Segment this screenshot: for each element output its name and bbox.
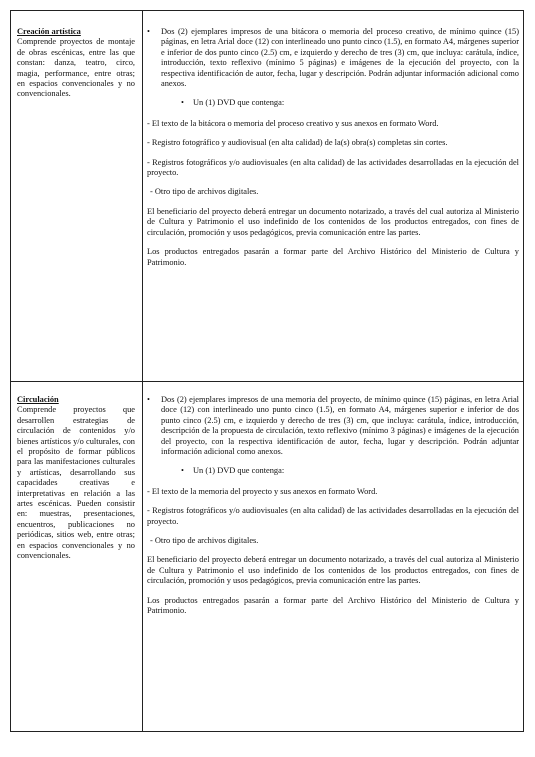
row-1-item-1: - El texto de la bitácora o memoria del proceso creativo y sus anexos en formato Word. — [147, 118, 439, 128]
row-1-paragraph-2: Los productos entregados pasarán a formar parte del Archivo Histórico del Ministerio de Cultura y Patrimonio. — [147, 247, 519, 267]
row-2-paragraph-2: Los productos entregados pasarán a formar parte del Archivo Histórico del Ministerio de Cultura y Patrimonio. — [147, 595, 519, 616]
row-2-description: Comprende proyectos que desarrollen estrategias de circulación de contenidos y/o bienes artísticos y/o culturales, con el propósito de formar públicos para las manifestaciones culturales y artísticas, desarrollando sus capacidades creativas e interpretativas en relación a las artes escénicas. Pueden consistir en: muestras, presentaciones, encuentros, publicaciones no periódicas, sitios web, entre otras; en espacios convencionales y no convencionales. — [17, 405, 135, 561]
row-1-dvd — [147, 98, 519, 108]
row-2-main-bullet — [147, 395, 519, 457]
bullet-icon: • — [147, 27, 150, 36]
row-2-paragraph-1: El beneficiario del proyecto deberá entregar un documento notarizado, a través del cual autoriza al Ministerio de Cultura y Patrimonio el uso indefinido de los contenidos de los productos entregados, con fines de circulación, promoción y usos pedagógicos, previa comunicación entre las partes. — [147, 555, 519, 586]
row-1-item-4: - Otro tipo de archivos digitales. — [150, 187, 259, 197]
row-2-title: Circulación — [17, 395, 59, 404]
row-2-item-3: - Otro tipo de archivos digitales. — [150, 536, 259, 546]
row-1-right-cell — [147, 27, 519, 277]
row-2-dvd-text: Un (1) DVD que contenga: — [193, 466, 285, 476]
row-1-title: Creación artística — [17, 27, 81, 36]
row-1-left-cell — [17, 27, 135, 100]
row-2-right-cell — [147, 395, 519, 626]
row-2-item-1: - El texto de la memoria del proyecto y sus anexos en formato Word. — [147, 486, 378, 496]
row-2-main-bullet-text: Dos (2) ejemplares impresos de una memoria del proyecto, de mínimo quince (15) páginas, en letra Arial doce (12) con interlineado uno punto cinco (1.5), en formato A4, márgenes superior e inferior de dos punto cinco (2.5) cm, e izquierdo y derecho de tres (3) cm, que incluya: carátula, índice, introducción, descripción de la propuesta de circulación, texto reflexivo (mínimo 3 páginas) e imágenes de la ejecución del proyecto, con la respectiva identificación de autor, fecha, lugar y descripción. Podrán adjuntar información adicional como anexos. — [161, 395, 519, 457]
bullet-icon: • — [147, 395, 150, 404]
row-1-main-bullet — [147, 27, 519, 89]
requirements-table — [10, 10, 524, 732]
column-divider — [142, 11, 143, 731]
row-divider — [11, 381, 523, 382]
row-1-paragraph-1: El beneficiario del proyecto deberá entregar un documento notarizado, a través del cual autoriza al Ministerio de Cultura y Patrimonio el uso indefinido de los contenidos de los productos entregados, con fines de circulación, promoción y usos pedagógicos, previa comunicación entre las partes. — [147, 206, 519, 237]
row-1-item-3: - Registros fotográficos y/o audiovisuales (en alta calidad) de las actividades desarrolladas en la ejecución del proyecto. — [147, 157, 519, 178]
bullet-icon: • — [181, 98, 184, 108]
row-1-item-2: - Registro fotográfico y audiovisual (en alta calidad) de la(s) obra(s) completas sin cortes. — [147, 138, 448, 148]
row-2-item-2: - Registros fotográficos y/o audiovisuales (en alta calidad) de las actividades desarrolladas en la ejecución del proyecto. — [147, 506, 519, 526]
row-1-main-bullet-text: Dos (2) ejemplares impresos de una bitácora o memoria del proceso creativo, de mínimo quince (15) páginas, en letra Arial doce (12) con interlineado uno punto cinco (1.5), en formato A4, márgenes superior e inferior de dos punto cinco (2.5) cm, e izquierdo y derecho de tres (3) cm, que incluya: carátula, índice, introducción, texto reflexivo (mínimo 5 páginas) e imágenes de la ejecución del proyecto, con la respectiva identificación de autor, fecha, lugar y descripción. Podrán adjuntar información adicional como anexos. — [161, 27, 519, 89]
row-2-left-cell — [17, 395, 135, 562]
bullet-icon: • — [181, 466, 184, 476]
row-1-dvd-text: Un (1) DVD que contenga: — [193, 98, 285, 108]
row-2-dvd — [147, 466, 519, 476]
row-1-description: Comprende proyectos de montaje de obras escénicas, entre las que constan: danza, teatro, circo, magia, performance, entre otras; en espacios convencionales y no convencionales. — [17, 37, 135, 99]
